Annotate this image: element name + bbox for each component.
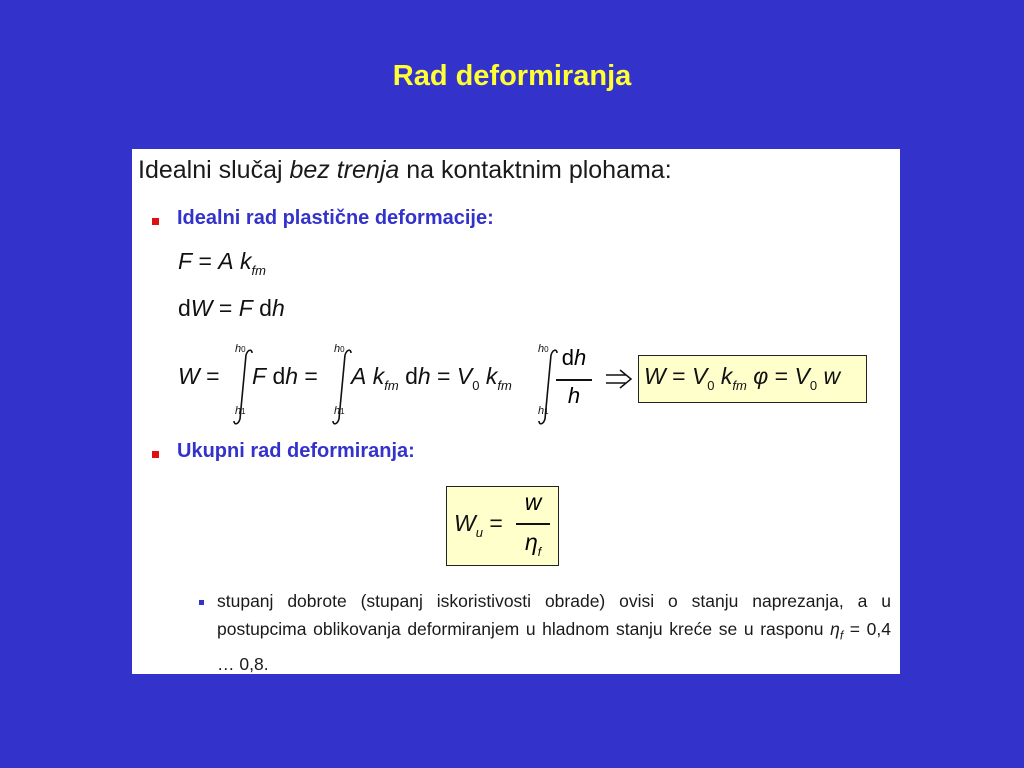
intro-text-1: Idealni slučaj [138,156,290,184]
implies-arrow-icon [604,369,634,389]
equation-work-differential: dW = F dh [178,295,285,321]
slide-title: Rad deformiranja [392,60,632,92]
equation-force: F = A $k_{fm}$ [178,248,266,278]
para-text-1: stupanj dobrote (stupanj iskoristivosti obrade) ovisi o stanju naprezanja, a u postupcima oblikovanja deformiranjem u hladnom stanju kreće se u rasponu [217,591,891,639]
efficiency-description [217,587,891,674]
section-heading-total-work: Ukupni rad deformiranja: [177,440,415,462]
content-card: Idealni slučaj bez trenja na kontaktnim plohama: Idealni rad plastične deformacije: F = A $k_{fm}$ dW = F dh W = h0 h1 F dh = h0 h1 A $k_{fm}$ dh = $V_0$ $k_{fm}$ h0 h1 dh h $W = V_0$ $k_{fm}$ $\varphi = V_0$ w Ukupni rad deformiranja: $W_u$ = w $\eta_f$ stupanj dobrote (stupanj iskoristivosti obrade) ovisi o stanju naprezanja, a u postupcima oblikovanja deformiranjem u hladnom stanju kreće se u rasponu $\eta_f = 0,4$ … 0,8. [132,149,900,674]
bullet-square-icon [152,451,159,458]
eta-symbol: η [830,619,840,639]
intro-text-2: na kontaktnim plohama: [399,156,672,184]
equation-integral-work: W = h0 h1 F dh = h0 h1 A $k_{fm}$ dh = $V_0$ $k_{fm}$ h0 h1 dh h $W = V_0$ $k_{fm}$ $\varphi = V_0$ w [132,149,900,674]
sub-bullet-icon [199,600,204,605]
para-text-2: = 0,4 … 0,8. [217,619,891,674]
eta-subscript: f [839,628,844,643]
intro-text-italic: bez trenja [289,156,400,184]
section-heading-ideal-work: Idealni rad plastične deformacije: [177,207,494,229]
